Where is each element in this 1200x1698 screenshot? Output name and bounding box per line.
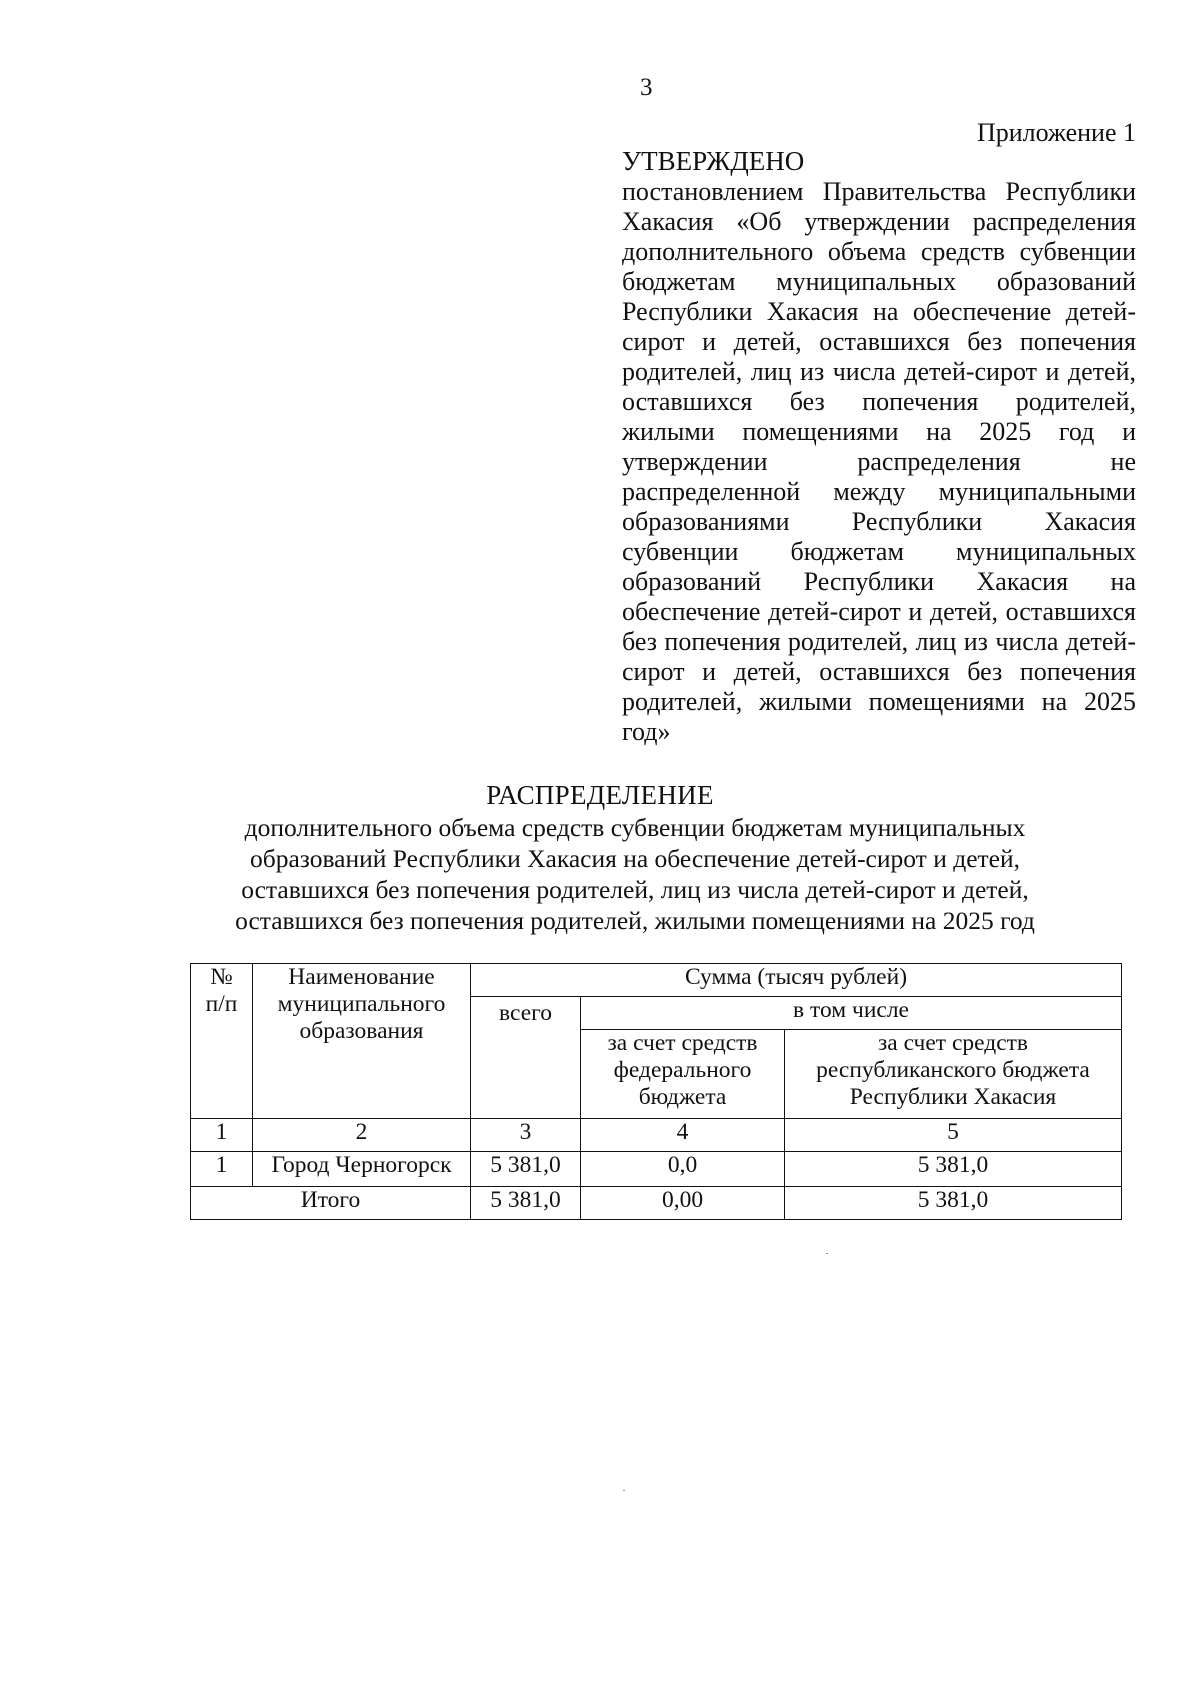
column-index-row [191, 1119, 1122, 1152]
column-index: 5 [785, 1119, 1122, 1152]
total-federal: 0,00 [581, 1187, 785, 1220]
scan-speck [623, 1490, 625, 1491]
row-num: 1 [191, 1152, 253, 1187]
distribution-table [190, 963, 1122, 1220]
column-index: 3 [471, 1119, 581, 1152]
header-total: всего [471, 997, 581, 1119]
row-federal: 0,0 [581, 1152, 785, 1187]
column-index: 4 [581, 1119, 785, 1152]
header-num-symbol: № [210, 964, 233, 990]
row-total: 5 381,0 [471, 1152, 581, 1187]
scan-speck [826, 1253, 828, 1254]
column-index: 1 [191, 1119, 253, 1152]
total-label: Итого [191, 1187, 471, 1220]
subtitle-line: дополнительного объема средств субвенции бюджетам муниципальных [244, 813, 1026, 842]
total-sum: 5 381,0 [471, 1187, 581, 1220]
approval-block [622, 146, 1136, 747]
approved-text: постановлением Правительства Республики Хакасия «Об утверждении распределения дополнительного объема средств субвенции бюджетам муниципальных образований Республики Хакасия на обеспечение детей-сирот и детей, оставшихся без попечения родителей, лиц из числа детей-сирот и детей, оставшихся без попечения родителей, жилыми помещениями на 2025 год и утверждении распределения не распределенной между муниципальными образованиями Республики Хакасия субвенции бюджетам муниципальных образований Республики Хакасия на обеспечение детей-сирот и детей, оставшихся без попечения родителей, лиц из числа детей-сирот и детей, оставшихся без попечения родителей, жилыми помещениями на 2025 год» [622, 177, 1136, 746]
row-republic: 5 381,0 [785, 1152, 1122, 1187]
total-republic: 5 381,0 [785, 1187, 1122, 1220]
header-federal: за счет средств федерального бюджета [581, 1030, 785, 1119]
distribution-subtitle [220, 812, 1050, 936]
total-row [191, 1187, 1122, 1220]
page-number: 3 [640, 74, 653, 101]
table-header-row [191, 964, 1122, 997]
header-including: в том числе [581, 997, 1122, 1030]
header-sum: Сумма (тысяч рублей) [471, 964, 1122, 997]
subtitle-line: оставшихся без попечения родителей, жилыми помещениями на 2025 год [235, 906, 1035, 935]
subtitle-line: оставшихся без попечения родителей, лиц из числа детей-сирот и детей, [241, 875, 1029, 904]
appendix-label: Приложение 1 [976, 118, 1136, 147]
subtitle-line: образований Республики Хакасия на обеспечение детей-сирот и детей, [249, 844, 1021, 873]
header-republic: за счет средств республиканского бюджета Республики Хакасия [785, 1030, 1122, 1119]
distribution-title: РАСПРЕДЕЛЕНИЕ [486, 780, 714, 810]
header-num-abbr: п/п [205, 991, 238, 1017]
column-index: 2 [253, 1119, 471, 1152]
row-municipality: Город Черногорск [253, 1152, 471, 1187]
header-num [191, 964, 253, 1119]
approved-title: УТВЕРЖДЕНО [622, 146, 805, 176]
table-row [191, 1152, 1122, 1187]
header-municipality-name: Наименование муниципального образования [253, 964, 471, 1119]
